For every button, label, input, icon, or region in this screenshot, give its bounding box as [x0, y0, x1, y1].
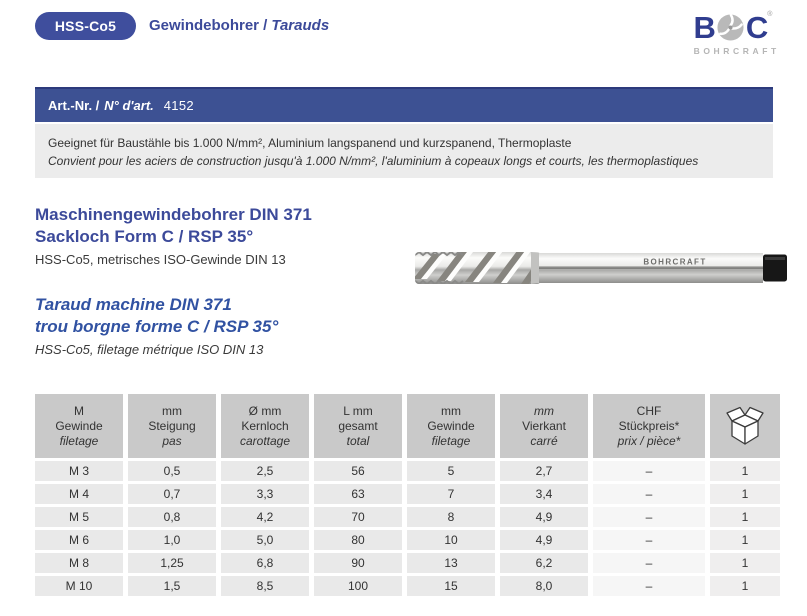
column-header: [314, 394, 402, 458]
column-header-line: Gewinde: [427, 418, 475, 433]
table-cell: 6,8: [221, 553, 309, 573]
page-title-fr: Tarauds: [271, 17, 330, 34]
column-header-line: gesamt: [338, 418, 378, 433]
table-cell: 1,0: [128, 530, 216, 550]
heading-de-line1: Maschinengewindebohrer DIN 371: [35, 205, 312, 224]
table-cell: 8: [407, 507, 495, 527]
table-cell: 0,8: [128, 507, 216, 527]
article-number: 4152: [163, 98, 194, 113]
table-cell: M 3: [35, 461, 123, 481]
table-cell: –: [593, 507, 705, 527]
heading-fr-line2: trou borgne forme C / RSP 35°: [35, 317, 279, 336]
column-header-line: mm: [534, 403, 554, 418]
column-header-line: Stückpreis*: [618, 418, 680, 433]
product-heading-de: [35, 204, 312, 267]
table-cell: –: [593, 461, 705, 481]
column-header: [500, 394, 588, 458]
table-cell: 5,0: [221, 530, 309, 550]
column-header-line: filetage: [431, 433, 471, 448]
logo-wordmark: BOHRCRAFT: [693, 46, 780, 56]
product-heading-fr: [35, 294, 278, 357]
table-cell: M 6: [35, 530, 123, 550]
table-cell: 5: [407, 461, 495, 481]
table-cell: 90: [314, 553, 402, 573]
column-header-line: CHF: [636, 403, 662, 418]
table-cell: 100: [314, 576, 402, 596]
table-cell: 3,4: [500, 484, 588, 504]
table-cell: 0,7: [128, 484, 216, 504]
table-cell: 13: [407, 553, 495, 573]
column-header-line: carottage: [239, 433, 291, 448]
table-cell: 70: [314, 507, 402, 527]
table-cell: 1: [710, 530, 780, 550]
column-header-line: prix / pièce*: [617, 433, 681, 448]
column-header-line: Vierkant: [522, 418, 566, 433]
column-header-line: Ø mm: [248, 403, 282, 418]
table-cell: 3,3: [221, 484, 309, 504]
table-cell: 1,25: [128, 553, 216, 573]
column-header-line: mm: [441, 403, 461, 418]
column-header-line: mm: [162, 403, 182, 418]
page-title-de: Gewindebohrer /: [149, 17, 268, 34]
table-cell: 8,5: [221, 576, 309, 596]
tap-product-image: [413, 243, 791, 295]
heading-de-line2: Sackloch Form C / RSP 35°: [35, 227, 254, 246]
packaging-column-header: [710, 394, 780, 458]
table-cell: 8,0: [500, 576, 588, 596]
table-cell: 56: [314, 461, 402, 481]
table-cell: 7: [407, 484, 495, 504]
logo-letter-b: B: [693, 9, 715, 45]
table-cell: –: [593, 576, 705, 596]
table-cell: 2,7: [500, 461, 588, 481]
column-header: [221, 394, 309, 458]
column-header-line: Gewinde: [55, 418, 103, 433]
column-header-line: Steigung: [148, 418, 196, 433]
logo-mark: [690, 10, 776, 44]
column-header: [593, 394, 705, 458]
table-cell: M 5: [35, 507, 123, 527]
table-cell: 0,5: [128, 461, 216, 481]
table-cell: 80: [314, 530, 402, 550]
column-header: [128, 394, 216, 458]
column-header-line: pas: [162, 433, 182, 448]
column-header-line: filetage: [59, 433, 99, 448]
column-header-line: carré: [530, 433, 558, 448]
bohrcraft-logo: [690, 9, 780, 56]
heading-fr-line1: Taraud machine DIN 371: [35, 295, 232, 314]
table-cell: 10: [407, 530, 495, 550]
description-de: Geeignet für Baustähle bis 1.000 N/mm², Aluminium langspanend und kurzspanend, Thermoplaste: [48, 136, 572, 150]
column-header-line: Kernloch: [241, 418, 289, 433]
table-cell: –: [593, 530, 705, 550]
table-cell: 1,5: [128, 576, 216, 596]
table-cell: 2,5: [221, 461, 309, 481]
table-cell: M 10: [35, 576, 123, 596]
description-fr: Convient pour les aciers de construction jusqu'à 1.000 N/mm², l'aluminium à copeaux longs et courts, les thermoplastiques: [48, 154, 699, 168]
registered-mark: ®: [767, 11, 773, 18]
table-cell: M 8: [35, 553, 123, 573]
table-cell: 4,2: [221, 507, 309, 527]
material-badge: HSS-Co5: [35, 12, 136, 40]
table-cell: 4,9: [500, 507, 588, 527]
drill-chuck-icon: [716, 13, 745, 42]
article-label-de: Art.-Nr. /: [48, 98, 100, 113]
open-box-icon: [725, 403, 765, 449]
table-cell: –: [593, 484, 705, 504]
subtitle-de: HSS-Co5, metrisches ISO-Gewinde DIN 13: [35, 252, 286, 267]
page-title: [149, 17, 329, 34]
subtitle-fr: HSS-Co5, filetage métrique ISO DIN 13: [35, 342, 264, 357]
table-cell: 1: [710, 484, 780, 504]
table-cell: 1: [710, 507, 780, 527]
table-cell: 4,9: [500, 530, 588, 550]
table-cell: 1: [710, 461, 780, 481]
table-cell: 1: [710, 576, 780, 596]
article-number-bar: [35, 87, 773, 122]
table-cell: 6,2: [500, 553, 588, 573]
column-header-line: M: [74, 403, 84, 418]
logo-letter-c: C: [745, 9, 768, 45]
table-cell: –: [593, 553, 705, 573]
table-cell: 15: [407, 576, 495, 596]
column-header: [407, 394, 495, 458]
article-label-fr: N° d'art.: [104, 98, 154, 113]
description-box: [35, 124, 773, 178]
table-cell: 63: [314, 484, 402, 504]
product-table: [35, 394, 780, 596]
column-header-line: total: [346, 433, 370, 448]
table-cell: M 4: [35, 484, 123, 504]
column-header: [35, 394, 123, 458]
tool-engraving-label: BOHRCRAFT: [643, 257, 707, 267]
column-header-line: L mm: [343, 403, 373, 418]
table-cell: 1: [710, 553, 780, 573]
